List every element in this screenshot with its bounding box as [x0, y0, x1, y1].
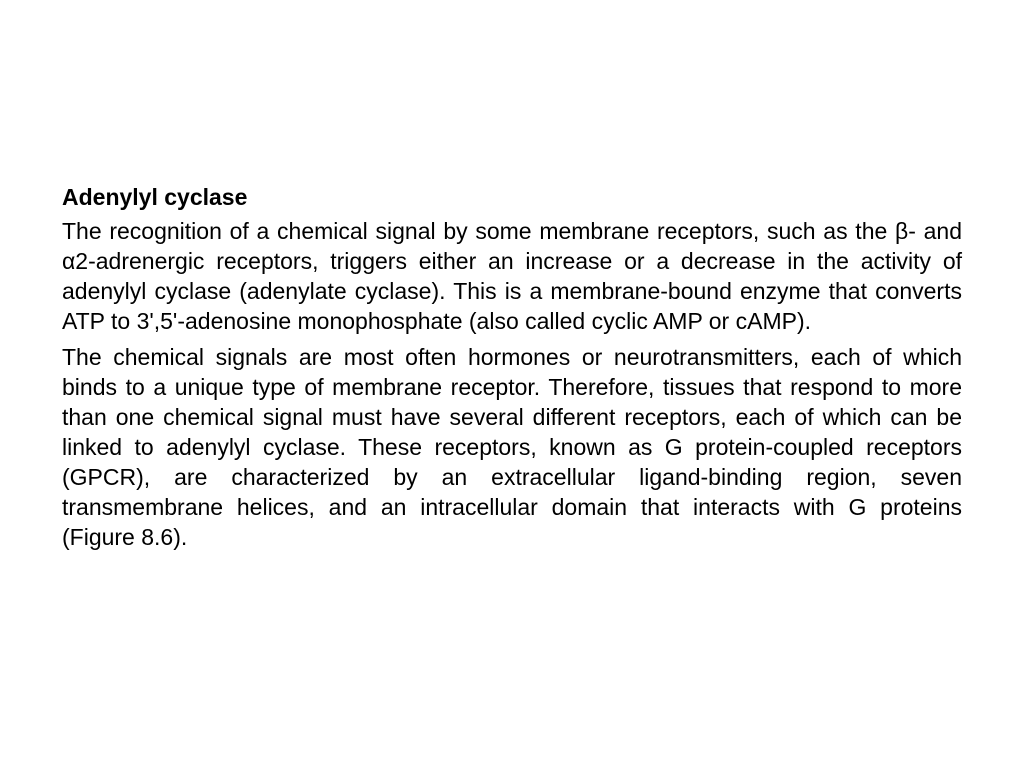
section-heading: Adenylyl cyclase	[62, 184, 248, 210]
paragraph-chemical-signals: The chemical signals are most often hormones or neurotransmitters, each of which binds to a unique type of membrane receptor. Therefore, tissues that respond to more than one chemical signal must have several different receptors, each of which can be linked to adenylyl cyclase. These receptors, known as G protein-coupled receptors (GPCR), are characterized by an extracellular ligand-binding region, seven transmembrane helices, and an intracellular domain that interacts with G proteins (Figure 8.6).	[62, 344, 962, 550]
slide-content	[62, 182, 962, 558]
paragraph-recognition: The recognition of a chemical signal by some membrane receptors, such as the β- and α2-adrenergic receptors, triggers either an increase or a decrease in the activity of adenylyl cyclase (adenylate cyclase). This is a membrane-bound enzyme that converts ATP to 3',5'-adenosine monophosphate (also called cyclic AMP or cAMP).	[62, 218, 962, 334]
